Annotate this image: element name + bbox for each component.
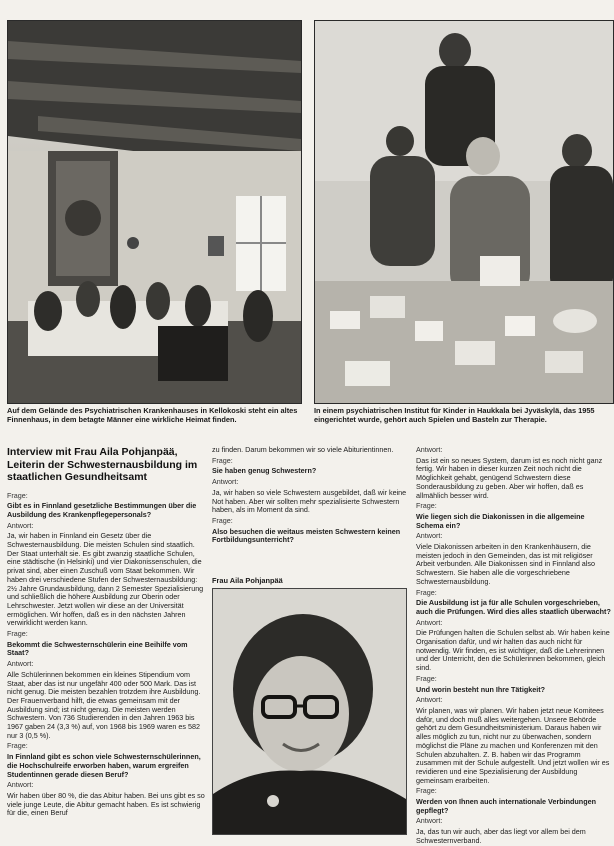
speaker-label: Antwort:: [212, 477, 239, 487]
question-text: Und worin besteht nun Ihre Tätigkeit?: [416, 684, 545, 694]
portrait-caption: Frau Aila Pohjanpää: [212, 576, 283, 585]
speaker-label: Antwort:: [7, 659, 34, 669]
portrait-illustration: [213, 589, 406, 834]
answer-text: Ja, wir haben so viele Schwestern ausgebildet, daß wir keine Not haben. Aber wir sollten mehr spezialisierte Schwestern haben, als im Moment da sind.: [212, 487, 407, 515]
speaker-label: Frage:: [7, 490, 28, 500]
answer-text: Ja, das tun wir auch, aber das liegt vor allem bei dem Schwesternverband.: [416, 827, 586, 845]
column-1-text: [7, 492, 205, 819]
question-text: Also besuchen die weitaus meisten Schwestern keinen Fortbildungsunterricht?: [212, 526, 401, 545]
question-text: Bekommt die Schwesternschülerin eine Beihilfe vom Staat?: [7, 639, 188, 658]
speaker-label: Antwort:: [7, 780, 34, 790]
answer-text: Viele Diakonissen arbeiten in den Krankenhäusern, die meisten jedoch in den Gemeinden, das ist mit religiöser Arbeit verbunden. Alle Diakonissen sind in Finnland also Schwestern. Sie haben alle die vorgeschriebene Schwesternausbildung.: [416, 542, 595, 586]
question-text: Werden von Ihnen auch internationale Verbindungen gepflegt?: [416, 797, 596, 815]
interview-title: Interview mit Frau Aila Pohjanpää, Leiterin der Schwesternausbildung im staatlichen Gesundheitsamt: [7, 446, 198, 483]
speaker-label: Frage:: [212, 455, 233, 465]
photo-children-therapy: [314, 20, 614, 404]
interview-column-1: [7, 446, 205, 838]
speaker-label: Antwort:: [7, 520, 34, 530]
speaker-label: Frage:: [7, 629, 28, 639]
question-text: Sie haben genug Schwestern?: [212, 466, 317, 476]
portrait-photo: [212, 588, 407, 835]
answer-text: zu finden. Darum bekommen wir so viele Abiturientinnen.: [212, 445, 394, 454]
speaker-label: Antwort:: [416, 445, 443, 454]
answer-text: Wir planen, was wir planen. Wir haben jetzt neue Komitees dafür, und doch muß alles weitergehen. Unsere Behörde gehört zu dem Gesundheitsministerium. Daraus haben wir alles möglich zu tun, nicht nur zu überwachen, sondern möglichst die Pläne zu machen und Konferenzen mit den Schulen abzuhalten. Z. B. haben wir das Programm zusammen mit der Schule aufgestellt. Und jetzt wollen wir es revidieren und eine Spezialisierung der Ausbildung gemeinsam erarbeiten.: [416, 705, 610, 785]
right-photo-caption: In einem psychiatrischen Institut für Kinder in Haukkala bei Jyväskylä, das 1955 eingerichtet wurde, gehört auch Spielen und Basteln zur Therapie.: [314, 406, 595, 424]
question-text: Die Ausbildung ist ja für alle Schulen vorgeschrieben, auch die Prüfungen. Wird dies alles staatlich überwacht?: [416, 598, 611, 616]
children-photo-illustration: [315, 21, 613, 403]
column-3-text: [416, 446, 612, 846]
question-text: Gibt es in Finnland gesetzliche Bestimmungen über die Ausbildung des Krankenpflegepersonals?: [7, 501, 197, 519]
speaker-label: Frage:: [416, 587, 437, 597]
speaker-label: Frage:: [7, 741, 28, 751]
speaker-label: Antwort:: [416, 617, 443, 627]
speaker-label: Frage:: [416, 786, 437, 796]
speaker-label: Frage:: [416, 673, 437, 683]
speaker-label: Frage:: [416, 501, 437, 511]
left-photo-caption: Auf dem Gelände des Psychiatrischen Krankenhauses in Kellokoski steht ein altes Finnenhaus, in dem betagte Männer eine wirkliche Heimat finden.: [7, 406, 298, 424]
speaker-label: Frage:: [212, 515, 233, 525]
column-2-text: [212, 446, 410, 545]
answer-text: Die Prüfungen halten die Schulen selbst ab. Wir haben keine Organisation dafür, und wir halten das auch nicht für notwendig. Wir finden, es ist wichtiger, daß die Lehrerinnen und der Unterricht, den die Schülerinnen bekommen, gleich sind.: [416, 628, 610, 673]
answer-text: Ja, wir haben in Finnland ein Gesetz über die Schwesternausbildung. Die meisten Schulen sind staatlich. Der Staat unterhält sie. Es gibt zwanzig staatliche Schulen, eine städtische (in Helsinki) und vier Diakonissenschulen, die privat sind, aber einen Zuschuß vom Staat bekommen. Wir haben drei verschiedene Stufen der Schwesternausbildung: 2½ Jahre Grundausbildung, dann 2 Semester Spezialisierung und schließlich die höhere Ausbildung zur Oberin oder Lehrschwester. Jetzt wollen wir diese an der Universität ermöglichen. Wir hoffen, daß es in den nächsten Jahren verwirklicht werden kann.: [7, 531, 204, 628]
interview-column-3: [416, 445, 612, 845]
interior-photo-illustration: [8, 21, 301, 403]
speaker-label: Antwort:: [416, 531, 443, 541]
question-text: Wie liegen sich die Diakonissen in die allgemeine Schema ein?: [416, 511, 585, 530]
interview-column-2: [212, 446, 410, 576]
answer-text: Alle Schülerinnen bekommen ein kleines Stipendium vom Staat, aber das ist nur ungefähr 400 oder 500 Mark. Das ist nicht genug. Die meisten bezahlen trotzdem ihre Ausbildung. Der Frauenverband hilft, die etwas gemeinsam mit der Ausbildung sind; ist nicht genug. Die meisten werden Schwestern. Von 736 Studierenden in den Jahren 1963 bis 1967 gaben 24 (3,3 %) auf, von 1968 bis 1969 waren es 582 nur 3 (0,5 %).: [7, 669, 201, 740]
speaker-label: Antwort:: [416, 695, 443, 705]
answer-text: Das ist ein so neues System, darum ist es noch nicht ganz fertig. Wir haben in dieser kurzen Zeit noch nicht die Möglichkeit gehabt, genügend Schwestern diese Sonderausbildung zu geben. Aber wir hoffen, daß es allmählich besser wird.: [416, 455, 603, 500]
question-text: In Finnland gibt es schon viele Schwesternschülerinnen, die Hochschulreife erworben haben, warum ergreifen Studentinnen gerade diesen Beruf?: [7, 752, 201, 779]
speaker-label: Antwort:: [416, 816, 443, 826]
answer-text: Wir haben über 80 %, die das Abitur haben. Bei uns gibt es so viele junge Leute, die Abitur gemacht haben. Es ist schwierig für die, einen Beruf: [7, 791, 205, 818]
photo-old-finnish-house: [7, 20, 302, 404]
